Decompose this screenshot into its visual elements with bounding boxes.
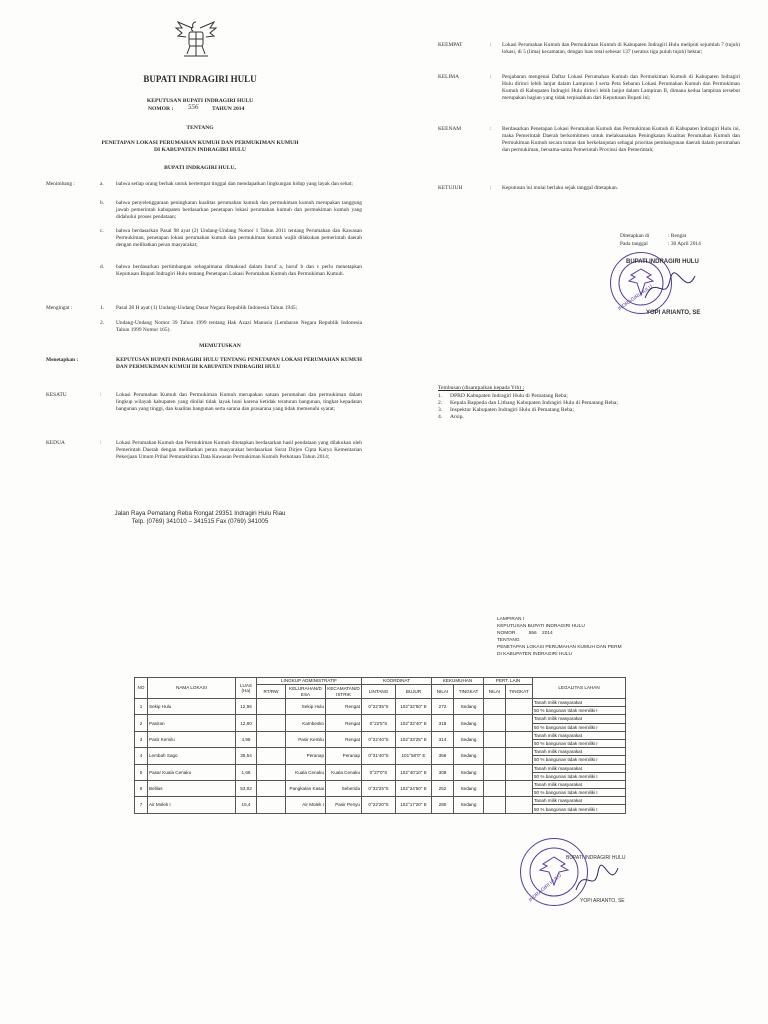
cell-legalitas: 50 % bangunan tidak memiliki I <box>533 772 626 780</box>
kedua-text: Lokasi Perumahan Kumuh dan Permukiman Kumuh ditetapkan berdasarkan hasil pendataan yang dilakukan oleh Pemerintah Daerah dengan melibatkan peran masyarakat berdasarkan Surat Dirjen Cipta Karya Kementarian Pekerjaan Umum Prihal Pemutakhiran Data Kawasan Permukiman Kumuh Perkotaan Tahun 2014; <box>116 440 362 460</box>
kesatu-label: KESATU <box>46 392 67 398</box>
cell-rt <box>257 715 286 731</box>
cell-legalitas: 50 % bangunan tidak memiliki I <box>533 723 626 731</box>
cell-kec: Seberida <box>326 780 362 796</box>
cell-kec: Rengat <box>326 731 362 747</box>
lampiran-nomor: NOMOR 556 2014 <box>497 631 553 636</box>
mengingat-item: Undang-Undang Nomor 39 Tahun 1999 tentang Hak Azazi Manusia (Lembaran Negara Republik Indonesia Tahun 1999 Nomor 165). <box>116 320 362 333</box>
sign-title: BUPATI INDRAGIRI HULU <box>626 259 699 265</box>
tentang-label: TENTANG <box>186 125 214 131</box>
table-row <box>135 748 626 756</box>
table-row <box>135 764 626 772</box>
cell-empty <box>484 731 506 747</box>
cell-bujur: 102°17'20" E <box>396 797 432 813</box>
cell-bujur: 102°33'25" E <box>396 731 432 747</box>
ditetapkan-value: : Rengat <box>668 233 687 239</box>
clause-colon: : <box>490 185 492 191</box>
letterhead-title: BUPATI INDRAGIRI HULU <box>143 74 257 84</box>
footer-address: Jalan Raya Pematang Reba Rongat 29351 Indragiri Hulu Riau <box>114 510 286 517</box>
cell-tingkat: Sedang <box>454 731 484 747</box>
menimbang-item: bahwa berdasarkan pertimbangan sebagaimana dimaksud dalam huruf a, huruf b dan c perlu menetapkan Keputusan Bupati Indragiri Hulu tentang Penetapan Lokasi Perumahan Kumuh dan Permukiman Kumuh. <box>116 264 362 277</box>
menimbang-letter: b. <box>100 200 105 206</box>
cell-bujur: 102°32'40" E <box>396 715 432 731</box>
clause-text: Penjabaran mengenai Daftar Lokasi Perumahan Kumuh dan Permukiman Kumuh di Kabupaten Indragiri Hulu dirinci lebih lanjut dalam Lampiran I serta Peta Sebaran Lokasi Perumahan Kumuh dan Permukiman Kumuh di Kabupaten Indragiri Hulu dirinci lebih lanjut dalam Lampiran II, dimana kedua lampiran tersebut merupakan bagian yang tidak terpisahkan dari Keputusan Bupati ini; <box>502 74 740 101</box>
col-rt: RT/RW <box>257 685 286 699</box>
cell-rt <box>257 764 286 780</box>
table-row <box>135 780 626 788</box>
menetapkan-text: KEPUTUSAN BUPATI INDRAGIRI HULU TENTANG PENETAPAN LOKASI PERUMAHAN KUMUH DAN PERMUKIMAN KUMUH DI KABUPATEN INDRAGIRI HULU <box>116 357 362 370</box>
cell-tingkat: Sedang <box>454 764 484 780</box>
garuda-emblem-icon <box>172 16 220 64</box>
cell-tingkat: Sedang <box>454 780 484 796</box>
menimbang-item: bahwa berdasarkan Pasal 98 ayat (2) Undang-Undang Nomor 1 Tahun 2011 tentang Perumahan dan Kawasan Permukiman, penetapan lokasi perumahan kumuh dan permukiman kumuh wajib dilakukan pemerintah daerah dengan melibatkan peran masyarakat; <box>116 228 362 248</box>
issuer: BUPATI INDRAGIRI HULU, <box>164 165 236 171</box>
cell-luas: 12,96 <box>236 699 257 715</box>
clause-text: Keputusan ini mulai berlaku sejak tanggal ditetapkan. <box>502 185 619 191</box>
cell-empty <box>506 748 533 764</box>
cell-tingkat: Sedang <box>454 748 484 764</box>
lampiran-subject-1: PENETAPAN LOKASI PERUMAHAN KUMUH DAN PERM <box>497 645 622 650</box>
cell-luas: 35,54 <box>236 748 257 764</box>
cell-lintang: 0°32'25"S <box>362 780 396 796</box>
cell-nama: Air Molek I <box>148 797 236 813</box>
tembusan-item: Inspektur Kabupaten Indragiri Hulu di Pematang Reba; <box>450 407 574 413</box>
cell-bujur: 102°32'50" E <box>396 699 432 715</box>
cell-empty <box>484 764 506 780</box>
tembusan-item: Arsip. <box>450 414 464 420</box>
mengingat-num: 1. <box>100 305 105 311</box>
tembusan-title: Tembusan (disampaikan kepada Yth) ; <box>438 385 525 391</box>
cell-luas: 12,80 <box>236 715 257 731</box>
cell-nama: Lembah Sago <box>148 748 236 764</box>
menimbang-item: bahwa setiap orang berhak untuk bertempat tinggal dan mendapatkan lingkungan hidup yang layak dan sehat; <box>116 181 353 187</box>
cell-lintang: 0°27'0"S <box>362 764 396 780</box>
cell-empty <box>506 715 533 731</box>
cell-kel: Kambesko <box>286 715 326 731</box>
cell-rt <box>257 748 286 764</box>
cell-legalitas: Tanah milik masyarakat <box>533 699 626 707</box>
tahun-label: TAHUN 2014 <box>212 106 245 112</box>
cell-kec: Rengat <box>326 699 362 715</box>
col-nilai: NILAI <box>432 685 454 699</box>
menimbang-letter: d. <box>100 264 105 270</box>
col-kel: KELURAHAN/D ESA <box>286 685 326 699</box>
cell-empty <box>506 780 533 796</box>
col-lintang: LINTANG <box>362 685 396 699</box>
kedua-colon: : <box>100 440 102 446</box>
cell-legalitas: 50 % bangunan tidak memiliki I <box>533 756 626 764</box>
tembusan-num: 4. <box>438 414 443 420</box>
col-luas: LUAS (Ha) <box>236 678 257 699</box>
cell-kec: Kuala Cenaku <box>326 764 362 780</box>
cell-kec: Rengat <box>326 715 362 731</box>
cell-nama: Pasir Kemilu <box>148 731 236 747</box>
cell-luas: 4,98 <box>236 731 257 747</box>
col-kekumuhan: KEKUMUHAN <box>432 678 484 685</box>
lokasi-table <box>134 677 626 814</box>
kesatu-colon: : <box>100 392 102 398</box>
clause-text: Lokasi Perumahan Kumuh dan Permukiman Kumuh di Kabupaten Indragiri Hulu meliputi sejumlah 7 (tujuh) lokasi, di 5 (lima) kecamatan, dengan luas total sebesar 137 (seratus tiga puluh tujuh) hektar; <box>502 42 740 55</box>
cell-empty <box>484 797 506 813</box>
cell-tingkat: Sedang <box>454 715 484 731</box>
cell-lintang: 0°22'5"S <box>362 715 396 731</box>
lampiran-subject-2: DI KABUPATEN INDRAGIRI HULU <box>497 652 572 657</box>
cell-kel: Pangkalan Kasai <box>286 780 326 796</box>
menimbang-item: bahwa penyelenggaraan peningkatan kualitas perumahan kumuh dan permukiman kumuh merupakan tanggung jawab pemerintah kabupaten berdasarkan penetapan lokasi perumahan kumuh dan permukiman kumuh yang didahului proses pendataan; <box>116 200 362 220</box>
cell-nilai: 356 <box>432 748 454 764</box>
cell-luas: 15,4 <box>236 797 257 813</box>
subject-line-2: DI KABUPATEN INDRAGIRI HULU <box>154 147 246 153</box>
cell-no: 3 <box>135 731 148 747</box>
cell-kel: Pasir Kemilu <box>286 731 326 747</box>
tembusan-num: 2. <box>438 400 443 406</box>
mengingat-label: Mengingat : <box>46 305 73 311</box>
tembusan-num: 3. <box>438 407 443 413</box>
lampiran-title: LAMPIRAN I <box>497 617 525 622</box>
table-row <box>135 731 626 739</box>
clause-label: KEEMPAT <box>438 42 463 48</box>
lampiran-sign-name: YOPI ARIANTO, SE <box>580 898 625 904</box>
cell-empty <box>484 699 506 715</box>
cell-nilai: 314 <box>432 731 454 747</box>
cell-empty <box>484 780 506 796</box>
cell-kel: Kuala Cenaku <box>286 764 326 780</box>
nomor-label: NOMOR : <box>148 106 174 112</box>
cell-no: 2 <box>135 715 148 731</box>
cell-bujur: 102°40'10" E <box>396 764 432 780</box>
cell-bujur: 102°24'50" E <box>396 780 432 796</box>
cell-legalitas: Tanah milik masyarakat <box>533 731 626 739</box>
cell-empty <box>484 748 506 764</box>
cell-kel: Peranap <box>286 748 326 764</box>
cell-nilai: 252 <box>432 780 454 796</box>
clause-text: Berdasarkan Penetapan Lokasi Perumahan Kumuh dan Permukiman Kumuh di Kabupaten Indragiri Hulu ini, maka Pemerintah Daerah berkomitmen untuk melaksanakan Peningkatan Kualitas Perumahan Kumuh dan Permukiman Kumuh secara tuntas dan berkelanjutan sebagai prioritas pembangunan daerah dalam perumahan dan permukiman, bersama-sama Pemerintah Provinsi dan Pemerintah; <box>502 126 740 153</box>
menimbang-letter: c. <box>100 228 104 234</box>
cell-empty <box>506 699 533 715</box>
nomor-value: 556 <box>188 103 199 111</box>
col-bujur: BUJUR <box>396 685 432 699</box>
cell-lintang: 0°22'40"S <box>362 731 396 747</box>
cell-kel: Air Molek I <box>286 797 326 813</box>
signature-icon <box>640 268 700 308</box>
decree-title: KEPUTUSAN BUPATI INDRAGIRI HULU <box>146 98 254 104</box>
cell-tingkat: Sedang <box>454 699 484 715</box>
cell-rt <box>257 699 286 715</box>
tanggal-label: Pada tanggal <box>620 241 648 247</box>
cell-nilai: 272 <box>432 699 454 715</box>
cell-no: 1 <box>135 699 148 715</box>
col-lingkup: LINGKUP ADMINISTRATIF <box>257 678 362 685</box>
cell-kec: Pasir Penyu <box>326 797 362 813</box>
clause-colon: : <box>490 74 492 80</box>
col-pert-nilai: NILAI <box>484 685 506 699</box>
menetapkan-label: Menetapkan : <box>46 357 79 363</box>
sign-name: YOPI ARIANTO, SE <box>646 310 701 316</box>
stamp-text: INDRAGIRI HULU <box>527 872 563 904</box>
lampiran-decree: KEPUTUSAN BUPATI INDRAGIRI HULU <box>497 624 585 629</box>
ditetapkan-label: Ditetapkan di <box>620 233 650 239</box>
cell-nama: Belilas <box>148 780 236 796</box>
cell-tingkat: Sedang <box>454 797 484 813</box>
cell-legalitas: Tanah milik masyarakat <box>533 764 626 772</box>
table-row <box>135 715 626 723</box>
cell-legalitas: 50 % bangunan tidak memiliki I <box>533 707 626 715</box>
tembusan-item: Kepala Bappeda dan Litbang Kabupaten Indragiri Hulu di Pematang Reba; <box>450 400 618 406</box>
cell-empty <box>506 797 533 813</box>
mengingat-num: 2. <box>100 320 105 326</box>
stamp-text: INDRAGIRI HULU <box>616 283 654 313</box>
col-legalitas: LEGALITAS LAHAN <box>533 678 626 699</box>
col-pert: PERT. LAIN <box>484 678 533 685</box>
cell-no: 6 <box>135 780 148 796</box>
kedua-label: KEDUA <box>46 440 65 446</box>
mengingat-item: Pasal 28 H ayat (1) Undang-Undang Dasar Negara Republik Indonesia Tahun 1945; <box>116 305 298 311</box>
cell-empty <box>506 731 533 747</box>
cell-nama: Pasiran <box>148 715 236 731</box>
cell-rt <box>257 797 286 813</box>
col-koordinat: KOORDINAT <box>362 678 432 685</box>
cell-nama: Pasar Kuala Cenaku <box>148 764 236 780</box>
cell-no: 5 <box>135 764 148 780</box>
cell-luas: 1,66 <box>236 764 257 780</box>
cell-nama: Sekip Hulu <box>148 699 236 715</box>
cell-nilai: 280 <box>432 797 454 813</box>
col-nama: NAMA LOKASI <box>148 678 236 699</box>
cell-lintang: 0°22'20"S <box>362 797 396 813</box>
cell-no: 7 <box>135 797 148 813</box>
kesatu-text: Lokasi Perumahan Kumuh dan Permukiman Kumuh merupakan satuan perumahan dan permukiman dalam lingkup wilayah kabupaten yang dinilai tidak layak huni karena ketidak teraturan bangunan, tingkat kepadatan bangunan yang tinggi, dan kualitas bangunan serta sarana dan prasarana yang tidak memenuhi syarat; <box>116 392 362 412</box>
col-kec: KECAMATAN/D ISTRIK <box>327 686 360 697</box>
cell-legalitas: Tanah milik masyarakat <box>533 715 626 723</box>
cell-nilai: 318 <box>432 715 454 731</box>
cell-legalitas: Tanah milik masyarakat <box>533 780 626 788</box>
cell-kel: Sekip Hulu <box>286 699 326 715</box>
col-no: NO <box>135 678 148 699</box>
cell-legalitas: 50 % bangunan tidak memiliki I <box>533 805 626 813</box>
clause-label: KETUJUH <box>438 185 463 191</box>
clause-colon: : <box>490 42 492 48</box>
clause-label: KEENAM <box>438 126 462 132</box>
memutuskan-heading: MEMUTUSKAN <box>199 343 241 349</box>
menimbang-label: Menimbang : <box>46 181 75 187</box>
cell-legalitas: 50 % bangunan tidak memiliki I <box>533 789 626 797</box>
cell-nilai: 308 <box>432 764 454 780</box>
cell-lintang: 0°31'40"S <box>362 748 396 764</box>
tembusan-item: DPRD Kabupaten Indragiri Hulu di Pematang Reba; <box>450 393 568 399</box>
cell-legalitas: 50 % bangunan tidak memiliki I <box>533 739 626 747</box>
clause-label: KELIMA <box>438 74 459 80</box>
cell-rt <box>257 731 286 747</box>
table-row <box>135 797 626 805</box>
col-pert-tingkat: TINGKAT <box>506 685 533 699</box>
tembusan-num: 1. <box>438 393 443 399</box>
footer-phone: Telp. (0769) 341010 – 341515 Fax (0769) 341005 <box>131 518 269 525</box>
cell-luas: 53,92 <box>236 780 257 796</box>
clause-colon: : <box>490 126 492 132</box>
cell-lintang: 0°22'35"S <box>362 699 396 715</box>
tanggal-value: : 30 April 2014 <box>668 241 701 247</box>
cell-bujur: 101°58'0" E <box>396 748 432 764</box>
cell-empty <box>506 764 533 780</box>
cell-no: 4 <box>135 748 148 764</box>
lampiran-sign-title: BUPATI INDRAGIRI HULU <box>566 855 626 861</box>
subject-line-1: PENETAPAN LOKASI PERUMAHAN KUMUH DAN PERMUKIMAN KUMUH <box>101 140 299 146</box>
cell-legalitas: Tanah milik masyarakat <box>533 797 626 805</box>
cell-rt <box>257 780 286 796</box>
cell-legalitas: Tanah milik masyarakat <box>533 748 626 756</box>
table-row <box>135 699 626 707</box>
cell-kec: Peranap <box>326 748 362 764</box>
signature-icon <box>572 862 622 898</box>
menimbang-letter: a. <box>100 181 104 187</box>
cell-empty <box>484 715 506 731</box>
col-tingkat: TINGKAT <box>454 685 484 699</box>
lampiran-tentang: TENTANG <box>497 638 520 643</box>
